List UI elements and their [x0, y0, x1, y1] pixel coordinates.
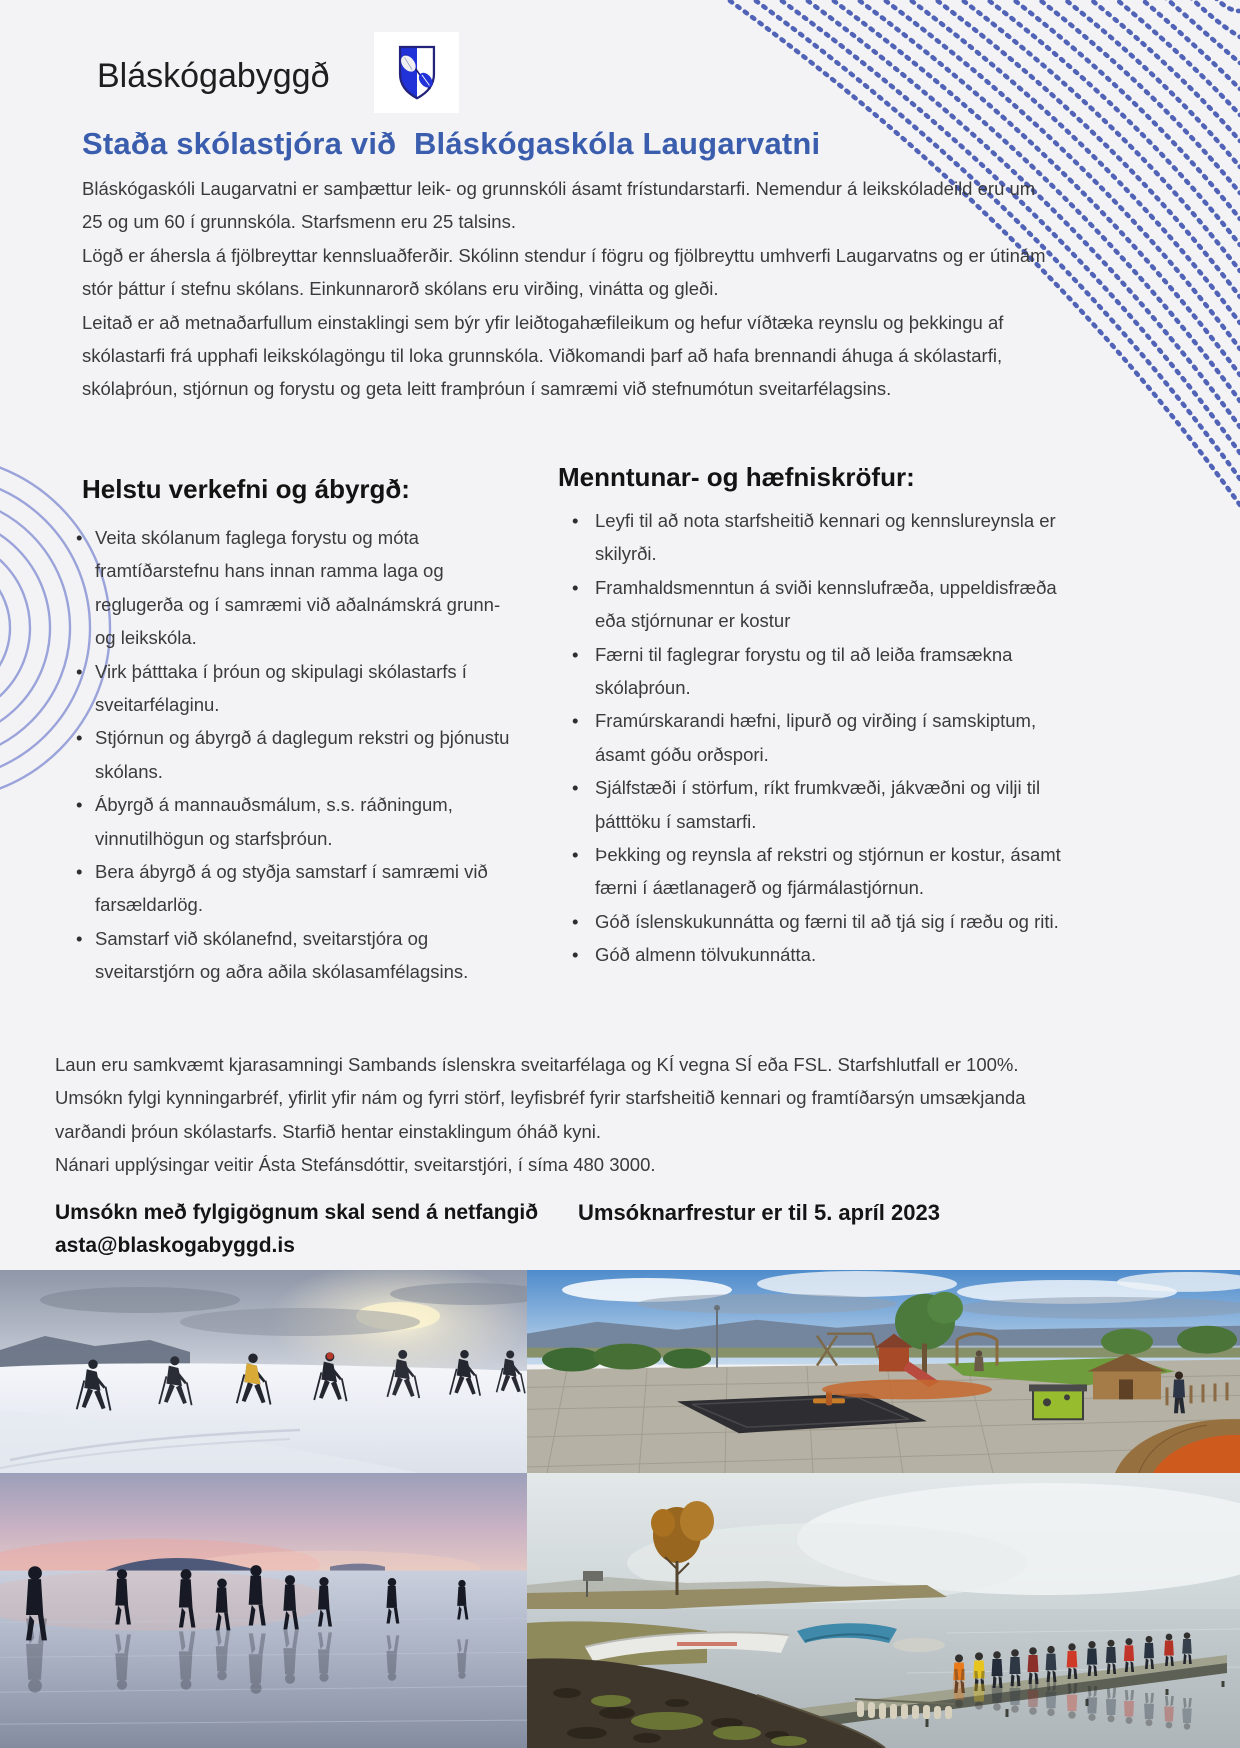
- tasks-heading: Helstu verkefni og ábyrgð:: [82, 474, 410, 504]
- tasks-section: [55, 474, 525, 989]
- list-item: • Framúrskarandi hæfni, lipurð og virðing í samskiptum, ásamt góðu orðspori.: [540, 704, 1085, 771]
- application-deadline: Umsóknarfrestur er til 5. apríl 2023: [578, 1200, 940, 1225]
- requirements-heading: Menntunar- og hæfniskröfur:: [558, 462, 915, 492]
- salary-paragraph: Laun eru samkvæmt kjarasamningi Sambands íslenskra sveitarfélaga og KÍ vegna SÍ eða FSL. Starfshlutfall er 100%. Umsókn fylgi kynningarbréf, yfirlit yfir nám og fyrri störf, leyfisbréf fyrir starfsheitið kennari og framtíðarsýn umsækjanda varðandi þróun skólastarfs. Starfið hentar einstaklingum óháð kyni.: [55, 1054, 1026, 1142]
- list-item: • Framhaldsmenntun á sviði kennslufræða, uppeldisfræða eða stjórnunar er kostur: [540, 571, 1085, 638]
- intro-paragraph: Lögð er áhersla á fjölbreyttar kennsluaðferðir. Skólinn stendur í fögru og fjölbreyttu umhverfi Laugarvatns og er útinám stór þáttur í stefnu skólans. Einkunnarorð skólans eru virðing, vinátta og gleði.: [82, 244, 1046, 300]
- list-item: • Virk þátttaka í þróun og skipulagi skólastarfs í sveitarfélaginu.: [55, 655, 525, 722]
- list-item: • Þekking og reynsla af rekstri og stjórnun er kostur, ásamt færni í áætlanagerð og fjármálastjórnun.: [540, 838, 1085, 905]
- application-note: [55, 1196, 595, 1262]
- municipality-logo: [374, 32, 459, 113]
- list-item: • Samstarf við skólanefnd, sveitarstjóra og sveitarstjórn og aðra aðila skólasamfélagsins.: [55, 922, 525, 989]
- list-item: • Ábyrgð á mannauðsmálum, s.s. ráðningum, vinnutilhögun og starfsþróun.: [55, 788, 525, 855]
- intro-paragraph: Leitað er að metnaðarfullum einstaklingi sem býr yfir leiðtogahæfileikum og hefur víðtæka reynslu og þekkingu af skólastarfi frá upphafi leikskólagöngu til loka grunnskóla. Viðkomandi þarf að hafa brennandi áhuga á skólastarfi, skólaþróun, stjórnun og forystu og geta leitt framþróun í samræmi við stefnumótun sveitarfélagsins.: [82, 311, 1004, 400]
- contact-line: Nánari upplýsingar veitir Ásta Stefánsdóttir, sveitarstjóri, í síma 480 3000.: [55, 1154, 656, 1176]
- application-note-line: Umsókn með fylgigögnum skal send á netfangið: [55, 1201, 539, 1224]
- closing-section: [55, 1048, 1047, 1182]
- photo-collage: [0, 1270, 1240, 1748]
- photo-ice-walkers: [0, 1473, 527, 1748]
- shield-icon: [385, 39, 449, 107]
- list-item: • Stjórnun og ábyrgð á daglegum rekstri og þjónustu skólans.: [55, 721, 525, 788]
- list-item: • Góð íslenskukunnátta og færni til að tjá sig í ræðu og riti.: [540, 905, 1085, 938]
- requirements-section: [540, 462, 1085, 972]
- list-item: • Leyfi til að nota starfsheitið kennari og kennslureynsla er skilyrði.: [540, 504, 1085, 571]
- photo-playground: [527, 1270, 1240, 1473]
- list-item: • Færni til faglegrar forystu og til að leiða framsækna skólaþróun.: [540, 638, 1085, 705]
- page-title: Staða skólastjóra við Bláskógaskóla Laugarvatni: [82, 126, 821, 161]
- intro-paragraph: Bláskógaskóli Laugarvatni er samþættur leik- og grunnskóli ásamt frístundarstarfi. Nemendur á leikskóladeild eru um 25 og um 60 í grunnskóla. Starfsmenn eru 25 talsins.: [82, 178, 1036, 233]
- list-item: • Góð almenn tölvukunnátta.: [540, 938, 1085, 971]
- photo-winter-walkers: [0, 1270, 527, 1473]
- list-item: • Bera ábyrgð á og styðja samstarf í samræmi við farsældarlög.: [55, 855, 525, 922]
- org-name: Bláskógabyggð: [97, 57, 330, 95]
- tasks-list: [55, 521, 525, 989]
- intro-text: [82, 172, 1057, 406]
- requirements-list: [540, 504, 1085, 972]
- application-email: asta@blaskogabyggd.is: [55, 1234, 295, 1257]
- list-item: • Veita skólanum faglega forystu og móta framtíðarstefnu hans innan ramma laga og reglugerða og í samræmi við aðalnámskrá grunn- og leikskóla.: [55, 521, 525, 655]
- photo-lake-pier: [527, 1473, 1240, 1748]
- list-item: • Sjálfstæði í störfum, ríkt frumkvæði, jákvæðni og vilji til þátttöku í samstarfi.: [540, 771, 1085, 838]
